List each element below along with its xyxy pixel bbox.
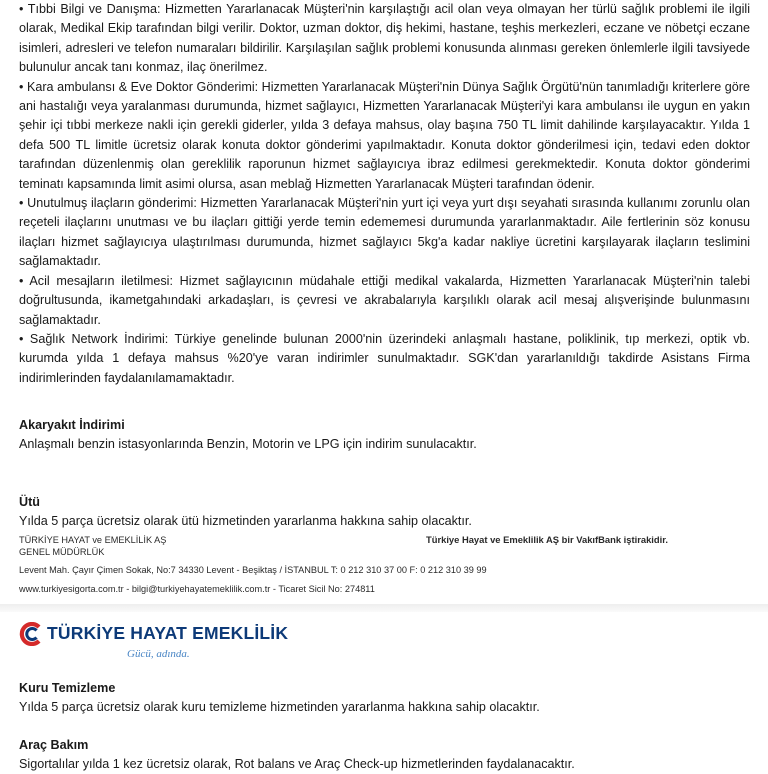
- page-separator: [0, 604, 768, 612]
- section-text: Anlaşmalı benzin istasyonlarında Benzin, Motorin ve LPG için indirim sunulacaktır.: [19, 437, 477, 451]
- footer-office: GENEL MÜDÜRLÜK: [19, 547, 105, 557]
- logo-slogan: Gücü, adında.: [127, 648, 190, 660]
- section-text: Yılda 5 parça ücretsiz olarak kuru temizleme hizmetinden yararlanma hakkına sahip olacaktır.: [19, 700, 540, 714]
- footer-address: Levent Mah. Çayır Çimen Sokak, No:7 34330 Levent - Beşiktaş / İSTANBUL T: 0 212 310 37 00 F: 0 212 310 39 99: [19, 565, 487, 575]
- section-heading: Ütü: [19, 495, 40, 509]
- document-page-2: [0, 612, 768, 771]
- company-logo: [19, 622, 319, 662]
- logo-mark-icon: [19, 622, 43, 646]
- footer-tagline: Türkiye Hayat ve Emeklilik AŞ bir VakıfBank iştirakidir.: [426, 534, 668, 545]
- section-text: Yılda 5 parça ücretsiz olarak ütü hizmetinden yararlanma hakkına sahip olacaktır.: [19, 514, 472, 528]
- section-heading: Araç Bakım: [19, 738, 89, 752]
- section-heading: Kuru Temizleme: [19, 681, 116, 695]
- service-saglik-network: • Sağlık Network İndirimi: Türkiye genelinde bulunan 2000'nin üzerindeki anlaşmalı hastane, poliklinik, tıp merkezi, optik vb. kurumda yılda 1 defaya mahsus %20'ye varan indirimler sunulmaktadır. SGK'dan yararlanıldığı takdirde Asistans Firma indirimlerinden faydalanılamamaktadır.: [19, 331, 750, 385]
- service-tibbi-bilgi: • Tıbbi Bilgi ve Danışma: Hizmetten Yararlanacak Müşteri'nin karşılaştığı acil olan veya olmayan her türlü sağlık problemi ile ilgili olarak, Medikal Ekip tarafından bilgi verilir. Doktor, uzman doktor, diş hekimi, hastane, teşhis merkezleri, eczane ve nöbetçi eczane isimleri, adresleri ve telefon numaraları bildirilir. Karşılaşılan sağlık problemi konusunda alınması gereken önlemlerle ilgili tavsiyede bulunulur ancak tanı konmaz, ilaç önerilmez.: [19, 2, 750, 75]
- logo-wordmark: TÜRKİYE HAYAT EMEKLİLİK: [47, 623, 289, 643]
- service-unutulmus-ilaclar: • Unutulmuş ilaçların gönderimi: Hizmetten Yararlanacak Müşteri'nin yurt içi veya yurt dışı seyahati sırasında kullanımı zorunlu olan reçeteli ilaçlarını unutması ve bu ilaçları gittiği yerde temin edememesi durumunda yararlanmaktadır. Aile fertlerinin söz konusu ilaçları hizmet sağlayıcıya ulaştırılması durumunda, hizmet sağlayıcı 5kg'a kadar nakliye ücretini karşılayarak ilaçların teslimini sağlamaktadır.: [19, 196, 750, 269]
- page-footer: [19, 534, 759, 595]
- service-acil-mesaj: • Acil mesajların iletilmesi: Hizmet sağlayıcının müdahale ettiği medikal vakalarda, Hizmetten Yararlanacak Müşteri'nin talebi doğrultusunda, ikametgahındaki arkadaşları, is çevresi ve akrabalarıyla karşılıklı olarak acil mesaj alışverişinde bulunmasını sağlamaktadır.: [19, 273, 750, 327]
- section-akaryakit: [19, 416, 750, 454]
- section-text: Sigortalılar yılda 1 kez ücretsiz olarak, Rot balans ve Araç Check-up hizmetlerinden faydalanacaktır.: [19, 757, 575, 771]
- section-utu: [19, 493, 750, 531]
- services-list: [19, 0, 750, 388]
- section-kuru-temizleme: [19, 679, 750, 717]
- footer-company: TÜRKİYE HAYAT ve EMEKLİLİK AŞ: [19, 535, 167, 545]
- section-arac-bakim: [19, 736, 750, 774]
- service-kara-ambulansi: • Kara ambulansı & Eve Doktor Gönderimi: Hizmetten Yararlanacak Müşteri'nin Dünya Sağlık Örgütü'nün tanımladığı kriterlere göre ani hastalığı veya yaralanması durumunda, hizmet sağlayıcı, Hizmetten Yararlanacak Müşteri'yi kara ambulansı ile uygun en yakın şehir içi tıbbi merkeze nakli için gerekli giderler, yılda 3 defaya mahsus, olay başına 750 TL limit dahilinde karşılayacaktır. Yılda 1 defa 500 TL limitle ücretsiz olarak konuta doktor gönderimi yapılmaktadır. Konuta doktor gönderilmesi için, tedavi eden doktor tarafından düzenlenmiş olan gereklilik raporunun hizmet sağlayıcıya ibraz edilmesi gerekmektedir. Konuta doktor gönderimi teminatı kapsamında limit asimi olursa, asan meblağ Hizmetten Yararlanacak Müşteri tarafından ödenir.: [19, 79, 750, 191]
- footer-web: www.turkiyesigorta.com.tr - bilgi@turkiyehayatemeklilik.com.tr - Ticaret Sicil No: 274811: [19, 584, 375, 594]
- section-heading: Akaryakıt İndirimi: [19, 418, 125, 432]
